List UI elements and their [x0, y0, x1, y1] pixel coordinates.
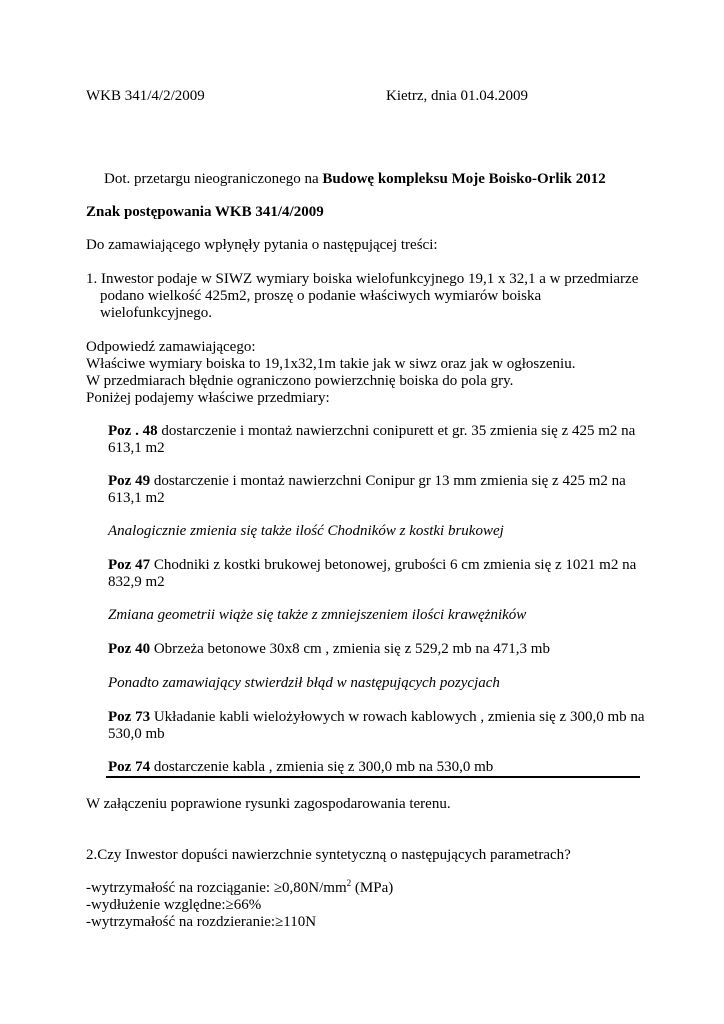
param-elongation: -wydłużenie względne:≥66%	[86, 897, 262, 913]
question-1-line-1: 1. Inwestor podaje w SIWZ wymiary boiska wielofunkcyjnego 19,1 x 32,1 a w przedmiarze	[86, 271, 639, 287]
item-poz-74-text: dostarczenie kabla , zmienia się z 300,0 mb na 530,0 mb	[150, 759, 494, 775]
item-poz-74	[108, 759, 493, 776]
answer-line-1: Właściwe wymiary boiska to 19,1x32,1m takie jak w siwz oraz jak w ogłoszeniu.	[86, 356, 576, 372]
question-2: 2.Czy Inwestor dopuści nawierzchnie syntetyczną o następujących parametrach?	[86, 847, 571, 863]
item-poz-49	[108, 473, 626, 490]
item-poz-47-text: Chodniki z kostki brukowej betonowej, grubości 6 cm zmienia się z 1021 m2 na	[150, 557, 637, 573]
note-krawezniki: Zmiana geometrii wiąże się także z zmniejszeniem ilości krawężników	[108, 607, 527, 623]
intro-text: Do zamawiającego wpłynęły pytania o następującej treści:	[86, 237, 438, 253]
answer-heading: Odpowiedź zamawiającego:	[86, 339, 256, 355]
attachment-note: W załączeniu poprawione rysunki zagospodarowania terenu.	[86, 796, 451, 812]
item-poz-49-number: Poz 49	[108, 473, 151, 489]
item-poz-73-text: Układanie kabli wielożyłowych w rowach kablowych , zmienia się z 300,0 mb na	[150, 709, 645, 725]
subject-title: Budowę kompleksu Moje Boisko-Orlik 2012	[322, 171, 606, 187]
item-poz-73	[108, 709, 645, 726]
item-poz-74-number: Poz 74	[108, 759, 151, 775]
item-poz-47-text-2: 832,9 m2	[108, 574, 165, 590]
param-tensile-strength	[86, 880, 393, 897]
item-poz-47	[108, 557, 636, 574]
note-blad: Ponadto zamawiający stwierdził błąd w następujących pozycjach	[108, 675, 500, 691]
item-poz-49-text: dostarczenie i montaż nawierzchni Conipur gr 13 mm zmienia się z 425 m2 na	[150, 473, 626, 489]
answer-line-2: W przedmiarach błędnie ograniczono powierzchnię boiska do pola gry.	[86, 373, 514, 389]
item-poz-40-text: Obrzeża betonowe 30x8 cm , zmienia się z 529,2 mb na 471,3 mb	[150, 641, 550, 657]
subject-line	[104, 171, 606, 188]
item-poz-49-text-2: 613,1 m2	[108, 490, 165, 506]
section-divider	[106, 776, 640, 778]
question-1-line-2: podano wielkość 425m2, proszę o podanie właściwych wymiarów boiska	[100, 288, 542, 304]
param-tensile-unit: (MPa)	[351, 880, 394, 896]
param-tear-strength: -wytrzymałość na rozdzieranie:≥110N	[86, 914, 317, 930]
item-poz-40	[108, 641, 550, 658]
place-and-date: Kietrz, dnia 01.04.2009	[386, 88, 529, 104]
item-poz-48-text-2: 613,1 m2	[108, 440, 165, 456]
param-tensile-label: -wytrzymałość na rozciąganie: ≥0,80N/mm	[86, 880, 347, 896]
item-poz-73-text-2: 530,0 mb	[108, 726, 165, 742]
item-poz-48-text: dostarczenie i montaż nawierzchni conipurett et gr. 35 zmienia się z 425 m2 na	[157, 423, 636, 439]
param-tensile-exponent: 2	[346, 878, 352, 888]
document-reference: WKB 341/4/2/2009	[86, 88, 205, 104]
question-1-line-3: wielofunkcyjnego.	[100, 305, 213, 321]
case-number: Znak postępowania WKB 341/4/2009	[86, 204, 324, 220]
item-poz-40-number: Poz 40	[108, 641, 151, 657]
item-poz-47-number: Poz 47	[108, 557, 151, 573]
item-poz-48-number: Poz . 48	[108, 423, 158, 439]
item-poz-48	[108, 423, 635, 440]
note-chodniki: Analogicznie zmienia się także ilość Chodników z kostki brukowej	[108, 523, 504, 539]
subject-prefix: Dot. przetargu nieograniczonego na	[104, 171, 323, 187]
answer-line-3: Poniżej podajemy właściwe przedmiary:	[86, 390, 330, 406]
item-poz-73-number: Poz 73	[108, 709, 151, 725]
